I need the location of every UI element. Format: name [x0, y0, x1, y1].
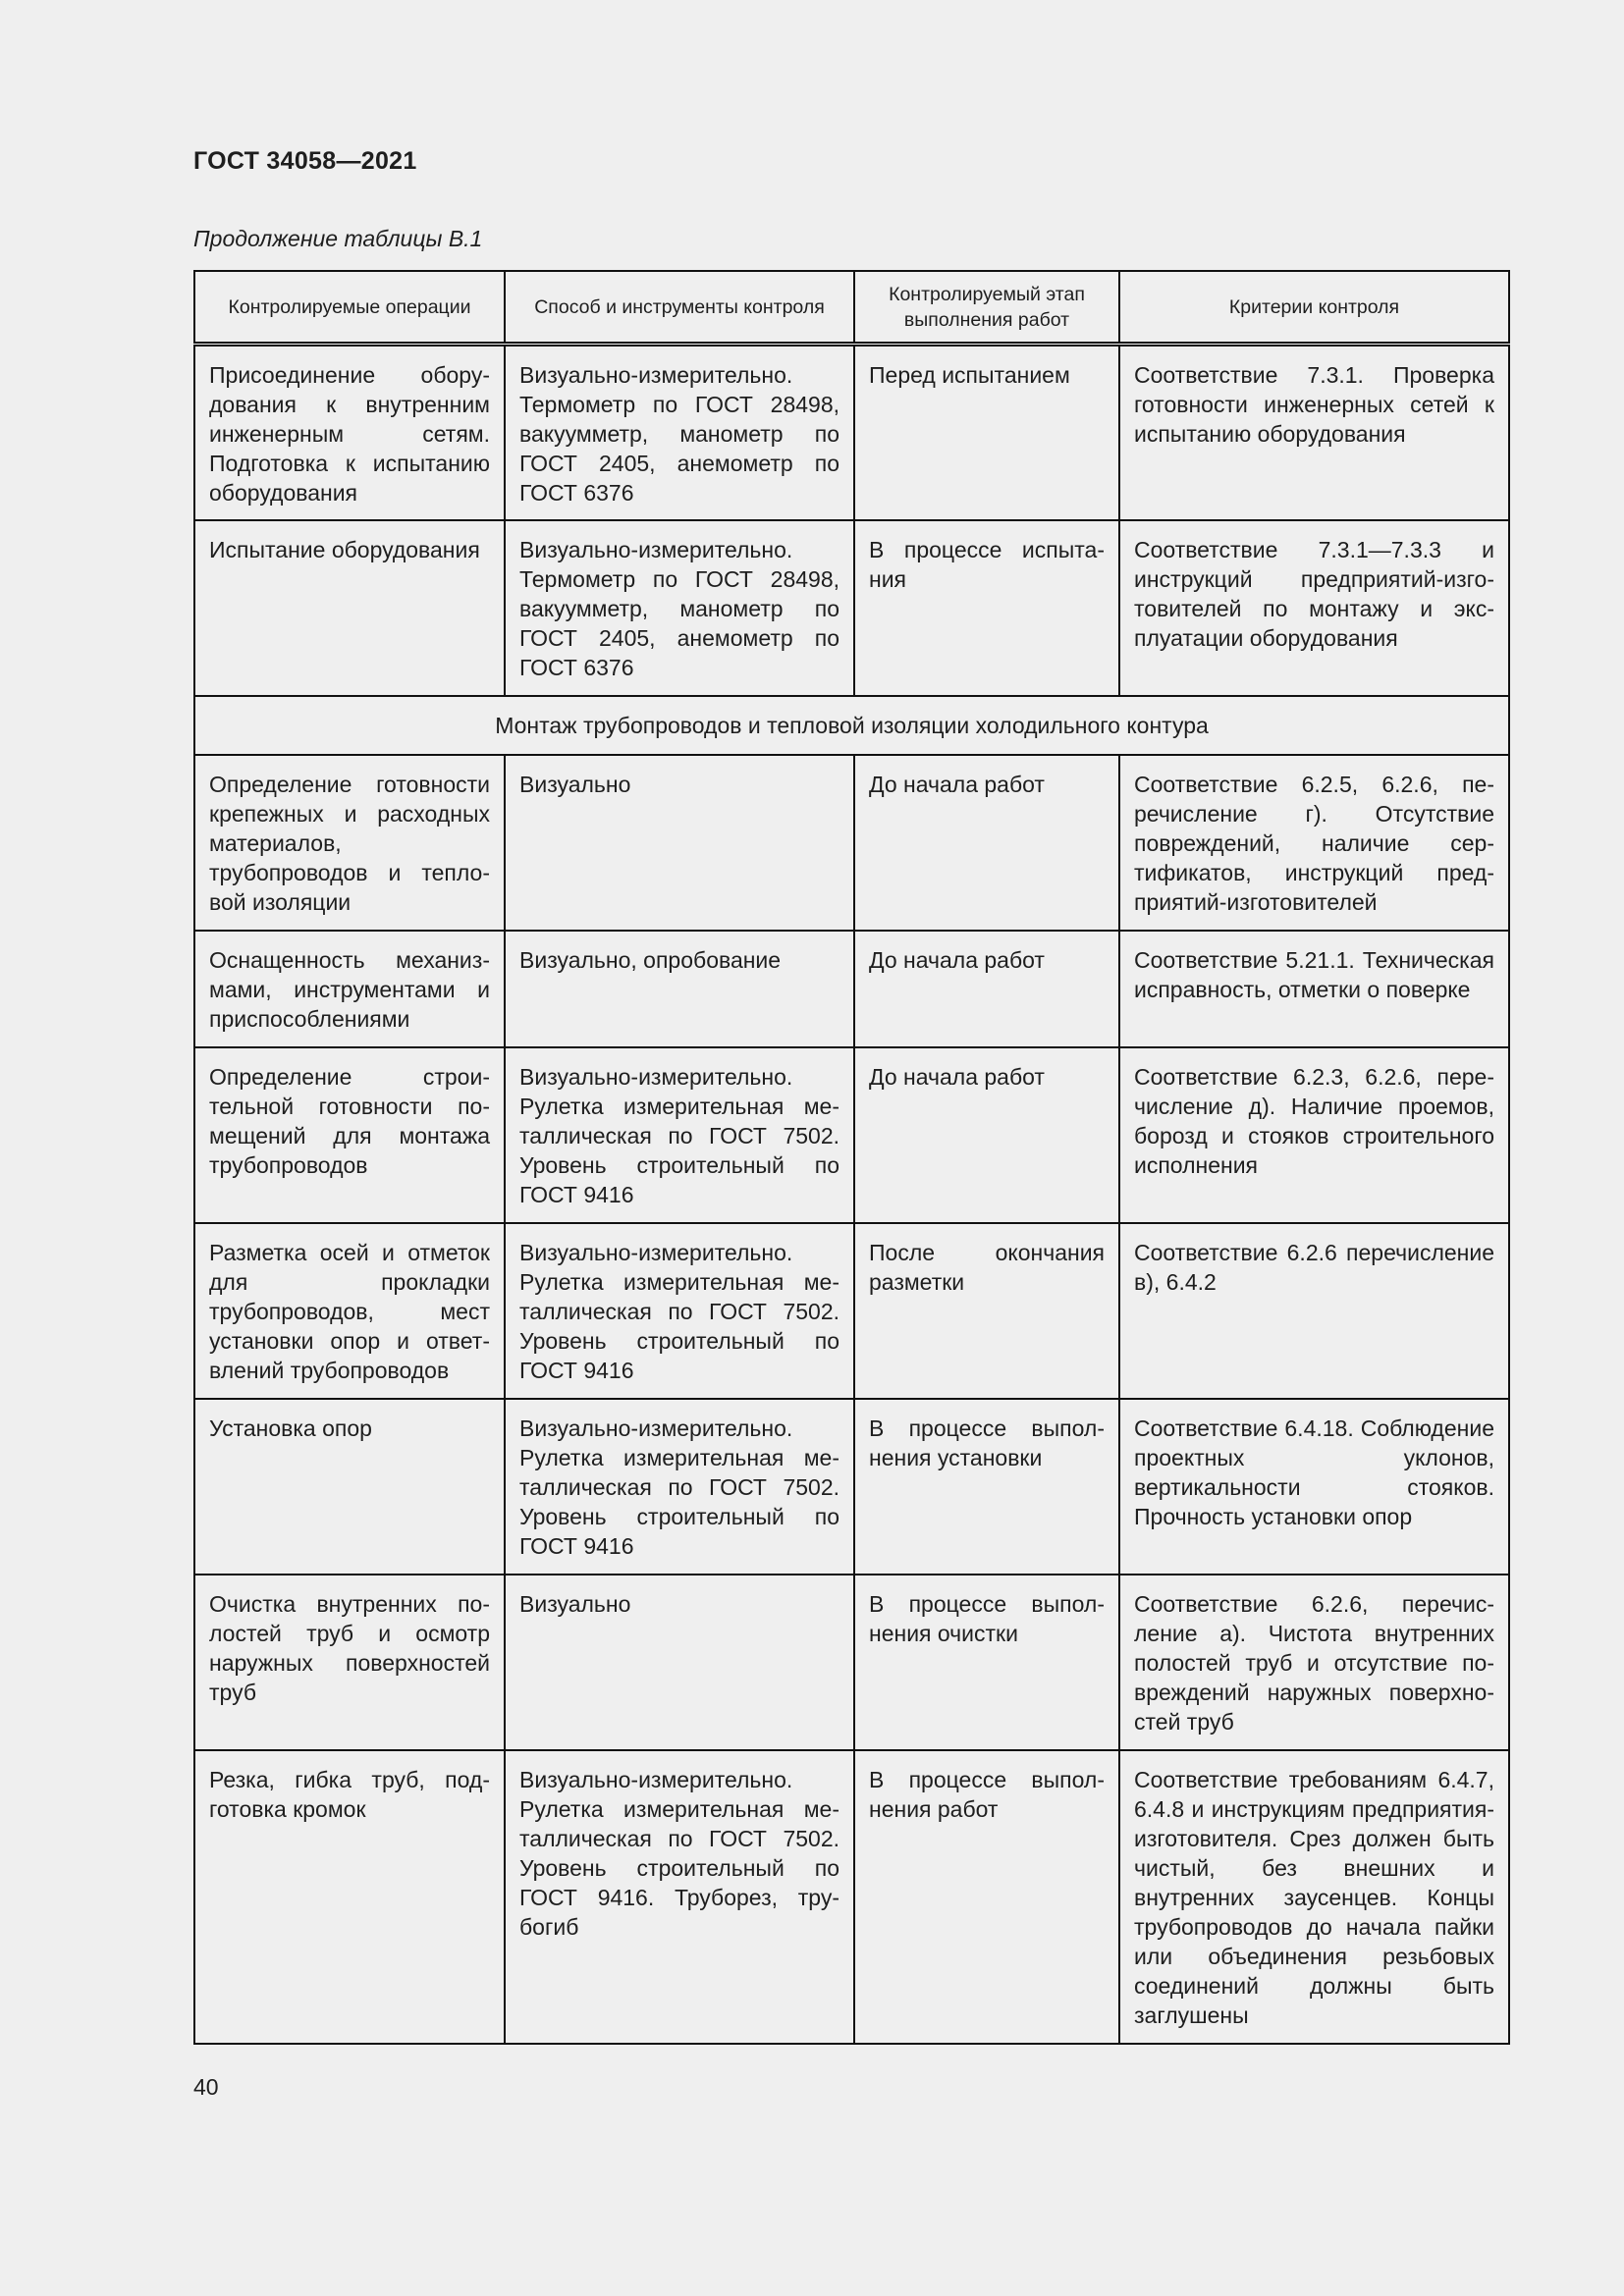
table-header-row [194, 271, 1509, 345]
table-caption: Продолжение таблицы В.1 [193, 226, 483, 251]
cell-criteria: Соответствие 6.4.18. Соблюдение проектных уклонов, вертикальности стояков. Прочность установки опор [1119, 1399, 1509, 1575]
column-header-method: Способ и инструменты контроля [505, 271, 854, 345]
cell-stage: Перед испытанием [854, 345, 1119, 521]
table-row [194, 1575, 1509, 1750]
cell-criteria: Соответствие требованиям 6.4.7, 6.4.8 и инструкциям предприятия-изготовителя. Срез должен быть чистый, без внешних и внутренних заусенцев. Концы трубопроводов до начала пайки или объединения резьбовых соединений должны быть заглушены [1119, 1750, 1509, 2044]
page-number: 40 [193, 2074, 219, 2100]
cell-method: Визуально [505, 1575, 854, 1750]
section-row [194, 696, 1509, 755]
table-row [194, 1223, 1509, 1399]
cell-operation: Присоединение оборудования к внутренним инженерным сетям. Подготовка к испытанию оборудования [194, 345, 505, 521]
cell-stage: До начала работ [854, 755, 1119, 931]
cell-method: Визуально [505, 755, 854, 931]
cell-stage: В процессе выполнения работ [854, 1750, 1119, 2044]
column-header-criteria: Критерии контроля [1119, 271, 1509, 345]
cell-operation: Очистка внутренних полостей труб и осмотр наружных поверхностей труб [194, 1575, 505, 1750]
cell-criteria: Соответствие 7.3.1. Проверка готовности инженерных сетей к испытанию оборудования [1119, 345, 1509, 521]
cell-operation: Определение готовности крепежных и расходных материалов, трубопроводов и тепловой изоляции [194, 755, 505, 931]
table-body [194, 345, 1509, 2045]
cell-method: Визуально-измерительно. Рулетка измерительная металлическая по ГОСТ 7502. Уровень строительный по ГОСТ 9416 [505, 1223, 854, 1399]
column-header-operations: Контролируемые операции [194, 271, 505, 345]
cell-operation: Испытание оборудования [194, 520, 505, 696]
cell-operation: Установка опор [194, 1399, 505, 1575]
cell-method: Визуально-измерительно. Рулетка измерительная металлическая по ГОСТ 7502. Уровень строительный по ГОСТ 9416 [505, 1399, 854, 1575]
cell-criteria: Соответствие 6.2.6, перечисление а). Чистота внутренних полостей труб и отсутствие повреждений наружных поверхностей труб [1119, 1575, 1509, 1750]
document-code: ГОСТ 34058—2021 [193, 147, 417, 175]
cell-criteria: Соответствие 5.21.1. Техническая исправность, отметки о поверке [1119, 931, 1509, 1047]
cell-criteria: Соответствие 7.3.1—7.3.3 и инструкций предприятий-изготовителей по монтажу и эксплуатации оборудования [1119, 520, 1509, 696]
cell-method: Визуально-измерительно. Термометр по ГОСТ 28498, вакуумметр, манометр по ГОСТ 2405, анемометр по ГОСТ 6376 [505, 520, 854, 696]
cell-method: Визуально-измерительно. Термометр по ГОСТ 28498, вакуумметр, манометр по ГОСТ 2405, анемометр по ГОСТ 6376 [505, 345, 854, 521]
table-row [194, 755, 1509, 931]
cell-method: Визуально-измерительно. Рулетка измерительная металлическая по ГОСТ 7502. Уровень строительный по ГОСТ 9416 [505, 1047, 854, 1223]
table-row [194, 931, 1509, 1047]
table-header [194, 271, 1509, 345]
table-row [194, 1750, 1509, 2044]
cell-operation: Оснащенность механизмами, инструментами и приспособлениями [194, 931, 505, 1047]
cell-operation: Разметка осей и отметок для прокладки трубопроводов, мест установки опор и ответвлений трубопроводов [194, 1223, 505, 1399]
cell-stage: До начала работ [854, 1047, 1119, 1223]
cell-criteria: Соответствие 6.2.3, 6.2.6, перечисление д). Наличие проемов, борозд и стояков строительного исполнения [1119, 1047, 1509, 1223]
cell-operation: Резка, гибка труб, подготовка кромок [194, 1750, 505, 2044]
column-header-stage: Контролируемый этап выполнения работ [854, 271, 1119, 345]
cell-operation: Определение строительной готовности помещений для монтажа трубопроводов [194, 1047, 505, 1223]
cell-criteria: Соответствие 6.2.6 перечисление в), 6.4.2 [1119, 1223, 1509, 1399]
control-table [193, 270, 1510, 2045]
cell-criteria: Соответствие 6.2.5, 6.2.6, перечисление г). Отсутствие повреждений, наличие сертификатов, инструкций предприятий-изготовителей [1119, 755, 1509, 931]
table-row [194, 520, 1509, 696]
cell-stage: В процессе испытания [854, 520, 1119, 696]
cell-method: Визуально, опробование [505, 931, 854, 1047]
cell-stage: В процессе выполнения очистки [854, 1575, 1119, 1750]
cell-stage: До начала работ [854, 931, 1119, 1047]
table-row [194, 1399, 1509, 1575]
cell-stage: В процессе выполнения установки [854, 1399, 1119, 1575]
table-row [194, 345, 1509, 521]
table-row [194, 1047, 1509, 1223]
control-table-container [193, 270, 1508, 2045]
cell-method: Визуально-измерительно. Рулетка измерительная металлическая по ГОСТ 7502. Уровень строительный по ГОСТ 9416. Труборез, трубогиб [505, 1750, 854, 2044]
cell-stage: После окончания разметки [854, 1223, 1119, 1399]
section-title: Монтаж трубопроводов и тепловой изоляции холодильного контура [194, 696, 1509, 755]
